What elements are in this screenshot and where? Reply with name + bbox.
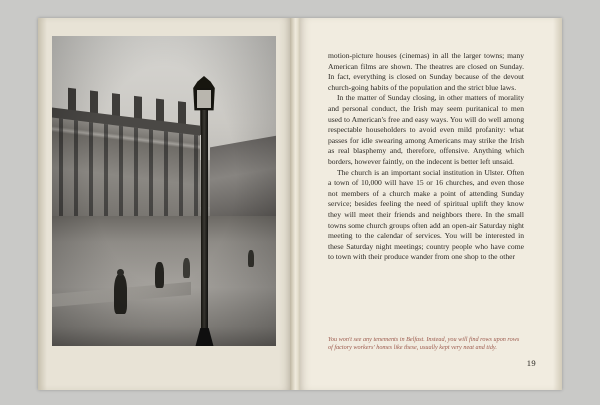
page-number: 19 bbox=[526, 358, 536, 368]
photo-caption: You won't see any tenements in Belfast. Instead, you will find rows upon rows of factory workers' homes like these, usually kept very neat and tidy. bbox=[328, 336, 520, 352]
body-paragraph-2: In the matter of Sunday closing, in other matters of morality and personal conduct, the Irish may seem puritanical to men used to American's free and easy ways. You will do well among respectable householders to avoid even mild profanity: what passes for idle swearing among Americans may strike the Irish as real blasphemy and, therefore, offensive. Anything which borders, however faintly, on the indecent is better left unsaid. bbox=[328, 93, 524, 166]
street-surface bbox=[52, 216, 276, 346]
lamp-post bbox=[201, 110, 208, 346]
photo-image bbox=[52, 36, 276, 346]
pedestrian-figure bbox=[114, 274, 127, 314]
book-page-right bbox=[300, 18, 562, 390]
street-photograph bbox=[52, 36, 276, 346]
lamp-glass bbox=[195, 88, 213, 110]
pedestrian-figure-head bbox=[117, 269, 124, 276]
pedestrian-figure bbox=[248, 250, 254, 267]
body-paragraph-1: motion-picture houses (cinemas) in all the larger towns; many American films are shown. The theatres are closed on Sunday. In fact, everything is closed on Sunday because of the devout church-going habits of the population and the strict blue laws. bbox=[328, 51, 524, 92]
pedestrian-figure bbox=[155, 262, 164, 288]
book-page-left bbox=[38, 18, 290, 390]
open-book-spread bbox=[38, 18, 562, 390]
pedestrian-figure bbox=[183, 258, 190, 278]
body-text-column bbox=[328, 51, 524, 263]
opposite-row-houses bbox=[210, 135, 276, 228]
body-paragraph-3: The church is an important social institution in Ulster. Often a town of 10,000 will have 15 or 16 churches, and even those not members of a church make a point of attending Sunday service; besides feeling the need of spiritual uplift they know they will meet their friends and neighbors there. In the small towns some church groups often add an open-air Saturday night meeting to the calendar of services. You will be interested in these Saturday night meetings; country people who have come to town with their produce wander from one shop to the other bbox=[328, 167, 524, 262]
book-gutter bbox=[290, 18, 300, 390]
